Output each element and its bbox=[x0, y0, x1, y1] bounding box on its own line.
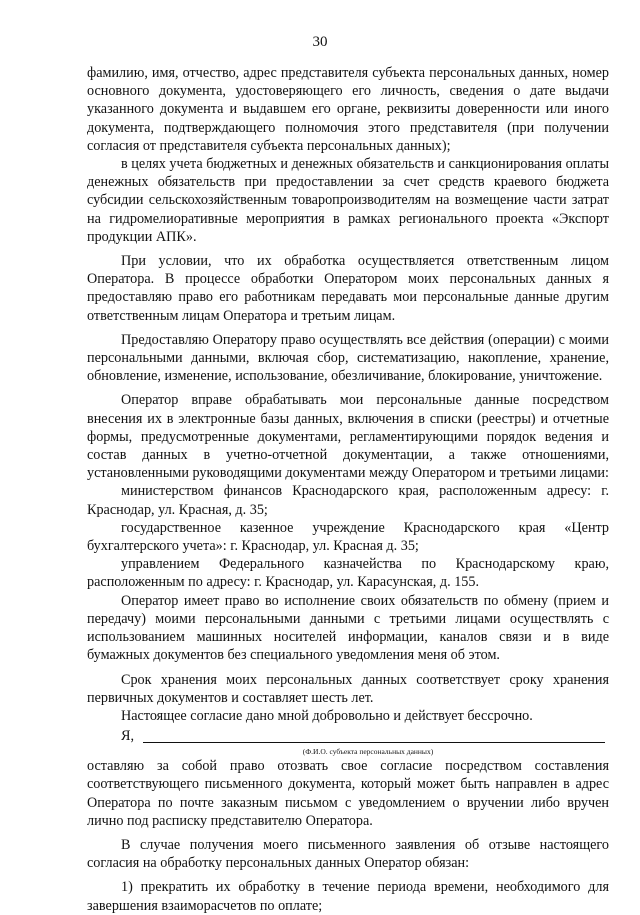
signature-name-line bbox=[143, 742, 605, 743]
paragraph-third-party-treasury: управлением Федерального казначейства по Краснодарскому краю, расположенным по адресу: г. Краснодар, ул. Карасунская, д. 155. bbox=[87, 556, 609, 591]
paragraph-third-party-minfin: министерством финансов Краснодарского края, расположенным адресу: г. Краснодар, ул. Красная, д. 35; bbox=[87, 483, 609, 518]
signature-caption: (Ф.И.О. субъекта персональных данных) bbox=[302, 747, 434, 757]
paragraph-voluntary-consent: Настоящее согласие дано мной добровольно и действует бессрочно. bbox=[121, 707, 533, 724]
paragraph-withdrawal-case: В случае получения моего письменного заявления об отзыве настоящего согласия на обработку персональных данных Оператор обязан: bbox=[87, 836, 609, 872]
paragraph-granted-actions: Предоставляю Оператору право осуществлять все действия (операции) с моими персональными данными, включая сбор, систематизацию, накопление, хранение, обновление, изменение, использование, обезличивание, блокирование, уничтожение. bbox=[87, 331, 609, 385]
paragraph-retention-period: Срок хранения моих персональных данных соответствует сроку хранения первичных документов и составляет шесть лет. bbox=[87, 671, 609, 706]
paragraph-withdrawal-right: оставляю за собой право отозвать свое согласие посредством составления соответствующего письменного документа, который может быть направлен в адрес Оператора по почте заказным письмом с уведомлением о вручении либо вручен лично под расписку представителю Оператора. bbox=[87, 758, 609, 829]
document-body bbox=[87, 64, 609, 915]
paragraph-representative-details: фамилию, имя, отчество, адрес представителя субъекта персональных данных, номер основного документа, удостоверяющего его личность, сведения о дате выдачи указанного документа и выдавшем его органе, реквизиты доверенности или иного документа, подтверждающего полномочия этого представителя (при получении согласия от представителя субъекта персональных данных); bbox=[87, 65, 609, 154]
paragraph-purpose: в целях учета бюджетных и денежных обязательств и санкционирования оплаты денежных обязательств при предоставлении за счет средств краевого бюджета субсидии сельскохозяйственным товаропроизводителям на возмещение части затрат на гидромелиоративные мероприятия в рамках регионального проекта «Экспорт продукции АПК». bbox=[87, 156, 609, 245]
paragraph-operator-obligation-1: 1) прекратить их обработку в течение периода времени, необходимого для завершения взаиморасчетов по оплате; bbox=[87, 879, 609, 914]
paragraph-processing-condition: При условии, что их обработка осуществляется ответственным лицом Оператора. В процессе обработки Оператором моих персональных данных я предоставляю право его работникам передавать мои персональные данные другим ответственным лицам Оператора и третьим лицам. bbox=[87, 253, 609, 324]
signature-prefix: Я, bbox=[121, 728, 135, 745]
paragraph-operator-rights: Оператор вправе обрабатывать мои персональные данные посредством внесения их в электронные базы данных, включения в списки (реестры) и отчетные формы, предусмотренные документами, регламентирующими порядок ведения и состав данных в учетно-отчетной документации, а также отношениями, установленными руководящими документами между Оператором и третьими лицами: bbox=[87, 392, 609, 482]
paragraph-third-party-accounting-center: государственное казенное учреждение Краснодарского края «Центр бухгалтерского учета»: г. Краснодар, ул. Красная д. 35; bbox=[87, 519, 609, 555]
page-number: 30 bbox=[312, 34, 328, 50]
signature-row bbox=[87, 727, 609, 747]
paragraph-data-exchange: Оператор имеет право во исполнение своих обязательств по обмену (прием и передачу) моими персональными данными с третьими лицами осуществлять с использованием машинных носителей информации, каналов связи и в виде бумажных документов без специального уведомления меня об этом. bbox=[87, 592, 609, 664]
